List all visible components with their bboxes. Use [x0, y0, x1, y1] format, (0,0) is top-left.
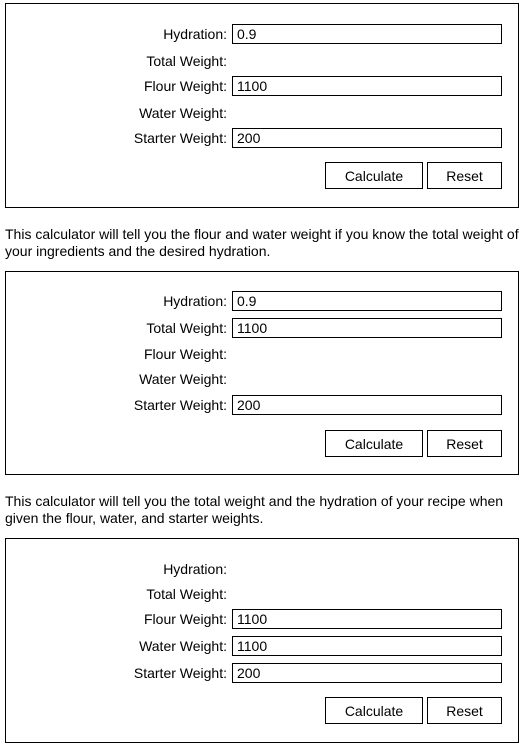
total-weight-row: [6, 584, 518, 604]
water-weight-label: Water Weight:: [139, 638, 227, 654]
hydration-row: [6, 291, 518, 311]
water-weight-row: [6, 636, 518, 656]
hydration-label: Hydration:: [163, 26, 227, 42]
total-weight-row: [6, 318, 518, 338]
reset-button[interactable]: Reset: [427, 162, 502, 189]
water-weight-row: [6, 103, 518, 123]
hydration-label: Hydration:: [163, 293, 227, 309]
starter-weight-input[interactable]: [232, 663, 502, 683]
calculate-button[interactable]: Calculate: [325, 162, 423, 189]
water-weight-input[interactable]: [232, 636, 502, 656]
calculator-panel-3: [5, 538, 519, 743]
flour-weight-row: [6, 76, 518, 96]
starter-weight-row: [6, 663, 518, 683]
reset-button[interactable]: Reset: [427, 430, 502, 457]
starter-weight-row: [6, 395, 518, 415]
total-weight-input[interactable]: [232, 318, 502, 338]
calculator-description-3: This calculator will tell you the total weight and the hydration of your recipe when given the flour, water, and starter weights.: [5, 493, 504, 526]
calculator-panel-1: [5, 3, 519, 208]
calculator-panel-2: [5, 271, 519, 475]
flour-weight-label: Flour Weight:: [144, 611, 227, 627]
hydration-row: [6, 24, 518, 44]
hydration-label: Hydration:: [163, 561, 227, 577]
flour-weight-input[interactable]: [232, 609, 502, 629]
water-weight-label: Water Weight:: [139, 371, 227, 387]
flour-weight-row: [6, 609, 518, 629]
starter-weight-label: Starter Weight:: [133, 397, 227, 413]
starter-weight-row: [6, 128, 518, 148]
flour-weight-row: [6, 344, 518, 364]
starter-weight-input[interactable]: [232, 395, 502, 415]
calculator-description-2: This calculator will tell you the flour and water weight if you know the total weight of your ingredients and the desired hydration.: [5, 226, 519, 259]
flour-weight-label: Flour Weight:: [144, 346, 227, 362]
water-weight-row: [6, 369, 518, 389]
calculate-button[interactable]: Calculate: [325, 430, 423, 457]
reset-button[interactable]: Reset: [427, 697, 502, 724]
calculate-button[interactable]: Calculate: [325, 697, 423, 724]
hydration-input[interactable]: [232, 24, 502, 44]
starter-weight-label: Starter Weight:: [133, 130, 227, 146]
starter-weight-label: Starter Weight:: [133, 665, 227, 681]
hydration-row: [6, 559, 518, 579]
water-weight-label: Water Weight:: [139, 105, 227, 121]
flour-weight-label: Flour Weight:: [144, 78, 227, 94]
starter-weight-input[interactable]: [232, 128, 502, 148]
total-weight-label: Total Weight:: [146, 53, 227, 69]
total-weight-label: Total Weight:: [146, 586, 227, 602]
total-weight-row: [6, 51, 518, 71]
hydration-input[interactable]: [232, 291, 502, 311]
flour-weight-input[interactable]: [232, 76, 502, 96]
total-weight-label: Total Weight:: [146, 320, 227, 336]
